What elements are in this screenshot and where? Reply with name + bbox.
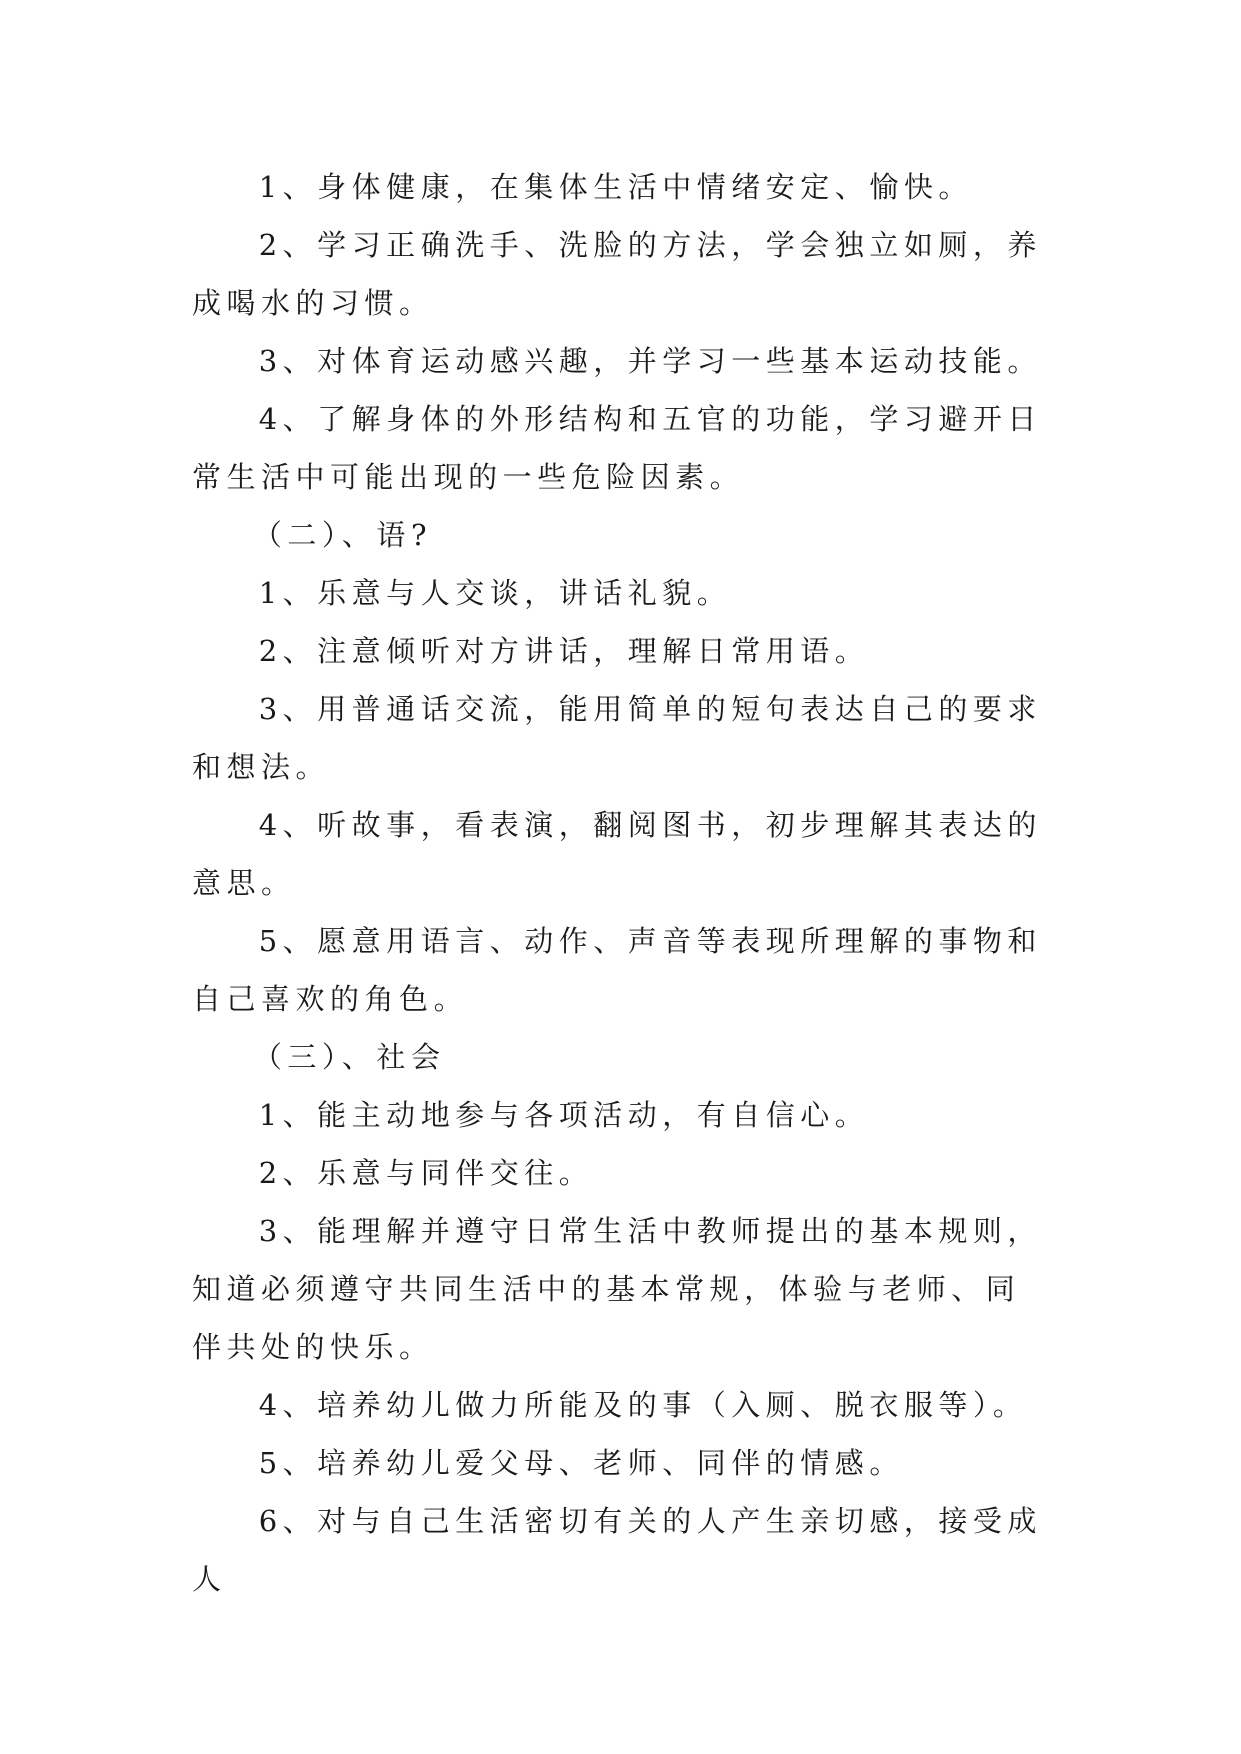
section-heading: （三）、社会	[252, 1040, 446, 1074]
paragraph: 1、身体健康，在集体生活中情绪安定、愉快。	[258, 170, 973, 204]
paragraph: 3、能理解并遵守日常生活中教师提出的基本规则，知道必须遵守共同生活中的基本常规，体验与老师、同伴共处的快乐。	[192, 1214, 1042, 1364]
paragraph: 5、培养幼儿爱父母、老师、同伴的情感。	[258, 1446, 904, 1480]
paragraph: 3、对体育运动感兴趣，并学习一些基本运动技能。	[258, 344, 1042, 378]
paragraph: 6、对与自己生活密切有关的人产生亲切感，接受成人	[192, 1504, 1042, 1596]
paragraph: 2、乐意与同伴交往。	[258, 1156, 594, 1190]
paragraph: 5、愿意用语言、动作、声音等表现所理解的事物和自己喜欢的角色。	[192, 924, 1042, 1016]
paragraph: 2、学习正确洗手、洗脸的方法，学会独立如厕，养成喝水的习惯。	[192, 228, 1042, 320]
document-body	[192, 158, 1052, 1608]
paragraph: 4、听故事，看表演，翻阅图书，初步理解其表达的意思。	[192, 808, 1042, 900]
section-heading: （二）、语?	[252, 518, 432, 552]
paragraph: 1、能主动地参与各项活动，有自信心。	[258, 1098, 870, 1132]
paragraph: 3、用普通话交流，能用简单的短句表达自己的要求和想法。	[192, 692, 1042, 784]
paragraph: 4、培养幼儿做力所能及的事（入厕、脱衣服等）。	[258, 1388, 1028, 1422]
paragraph: 4、了解身体的外形结构和五官的功能，学习避开日常生活中可能出现的一些危险因素。	[192, 402, 1042, 494]
paragraph: 1、乐意与人交谈，讲话礼貌。	[258, 576, 732, 610]
paragraph: 2、注意倾听对方讲话，理解日常用语。	[258, 634, 870, 668]
